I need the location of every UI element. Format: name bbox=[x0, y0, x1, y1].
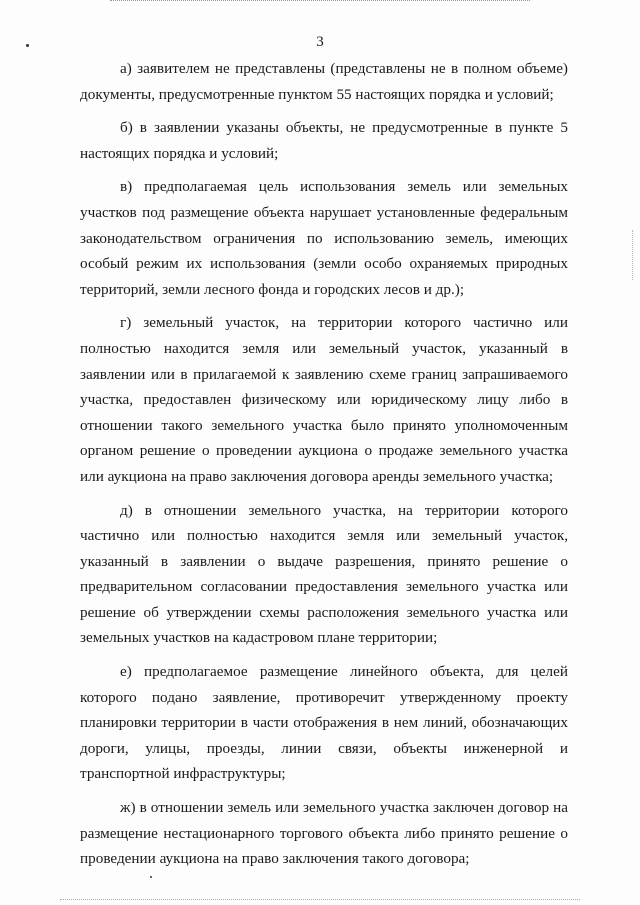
paragraph-a: а) заявителем не представлены (представлены не в полном объеме) документы, предусмотренные пунктом 55 настоящих порядка и условий; bbox=[80, 60, 568, 103]
scan-artifact-side bbox=[632, 230, 634, 280]
scan-artifact-bottom bbox=[60, 899, 580, 901]
scan-artifact-top bbox=[110, 0, 530, 2]
paragraph-v: в) предполагаемая цель использования земель или земельных участков под размещение объекта нарушает установленные федеральным законодательством ограничения по использованию земель, имеющих особый режим их использования (земли особо охраняемых природных территорий, земли лесного фонда и городских лесов и др.); bbox=[80, 178, 568, 298]
document-body bbox=[80, 56, 568, 879]
paragraph-g: г) земельный участок, на территории которого частично или полностью находится земля или земельный участок, указанный в заявлении или в прилагаемой к заявлению схеме границ запрашиваемого участка, предоставлен физическому или юридическому лицу либо в отношении такого земельного участка было принято уполномоченным органом решение о проведении аукциона о продаже земельного участка или аукциона на право заключения договора аренды земельного участка; bbox=[80, 314, 568, 485]
page-number: 3 bbox=[316, 34, 324, 50]
paragraph-b: б) в заявлении указаны объекты, не предусмотренные в пункте 5 настоящих порядка и условий; bbox=[80, 119, 568, 162]
paragraph-d: д) в отношении земельного участка, на территории которого частично или полностью находится земля или земельный участок, указанный в заявлении о выдаче разрешения, принято решение о предварительном согласовании предоставления земельного участка или решение об утверждении схемы расположения земельного участка или земельных участков на кадастровом плане территории; bbox=[80, 501, 568, 647]
paragraph-e: е) предполагаемое размещение линейного объекта, для целей которого подано заявление, противоречит утвержденному проекту планировки территории в части отображения в нем линий, обозначающих дороги, улицы, проезды, линии связи, объекты инженерной и транспортной инфраструктуры; bbox=[80, 663, 568, 783]
scan-dot bbox=[150, 876, 152, 878]
paragraph-zh: ж) в отношении земель или земельного участка заключен договор на размещение нестационарного торгового объекта либо принято решение о проведении аукциона на право заключения такого договора; bbox=[80, 799, 568, 868]
